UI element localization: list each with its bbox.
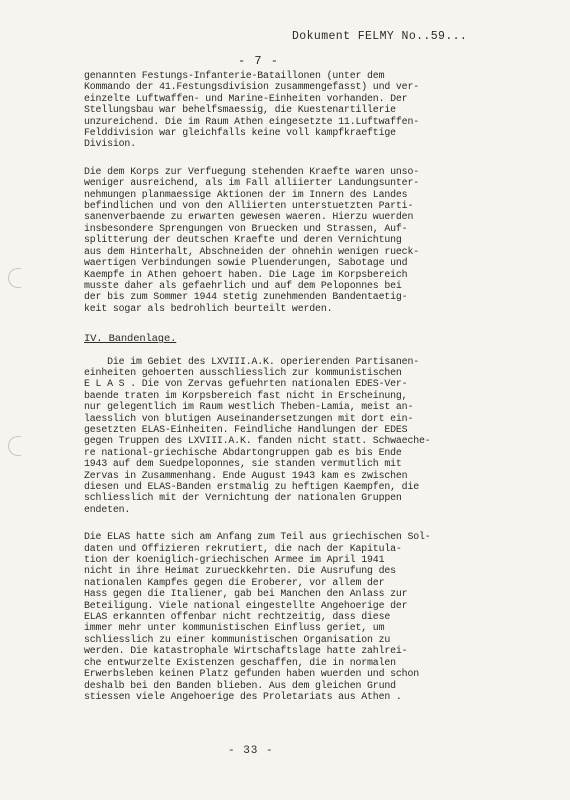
text-line: gegen Truppen des LXVIII.A.K. fanden nicht statt. Schwaeche- <box>84 435 431 447</box>
text-line: immer mehr unter kommunistischen Einfluss geriet, um <box>84 622 385 634</box>
text-line: weniger ausreichend, als im Fall alliierter Landungsunter- <box>84 177 420 189</box>
text-line: nur gelegentlich im Raum westlich Theben-Lamia, meist an- <box>84 401 414 413</box>
text-line: musste daher als gefaehrlich und auf dem Peloponnes bei <box>84 279 402 291</box>
binder-hole-mark <box>8 268 21 288</box>
text-line: Division. <box>84 138 136 150</box>
document-reference: Dokument FELMY No..59... <box>292 30 468 43</box>
text-line: genannten Festungs-Infanterie-Bataillonen (unter dem <box>84 70 385 81</box>
paragraph <box>84 70 498 150</box>
text-line: sanenverbaende zu erwarten gewesen waeren. Hierzu wuerden <box>84 211 414 223</box>
text-line: baende traten im Korpsbereich fast nicht in Erscheinung, <box>84 389 408 401</box>
text-line: Stellungsbau war behelfsmaessig, die Kuestenartillerie <box>84 104 396 116</box>
paragraph <box>84 166 498 314</box>
text-line: unzureichend. Die im Raum Athen eingesetzte 11.Luftwaffen- <box>84 115 420 127</box>
text-line: stiessen viele Angehoerige des Proletariats aus Athen . <box>84 690 402 702</box>
text-line: che entwurzelte Existenzen geschaffen, die in normalen <box>84 656 396 668</box>
text-line: Die dem Korps zur Verfuegung stehenden Kraefte waren unso- <box>84 165 420 177</box>
text-line: ELAS erkannten offenbar nicht rechtzeitig, dass diese <box>84 611 391 623</box>
text-line: Beteiligung. Viele national eingestellte Angehoerige der <box>84 599 408 611</box>
text-line: tion der koeniglich-griechischen Armee im April 1941 <box>84 554 385 566</box>
paragraph <box>84 356 498 516</box>
text-line: einzelte Luftwaffen- und Marine-Einheiten vorhanden. Der <box>84 92 408 104</box>
text-line: nationalen Kampfes gegen die Eroberer, vor allem der <box>84 576 385 588</box>
text-line: Die im Gebiet des LXVIII.A.K. operierenden Partisanen- <box>84 355 420 367</box>
text-line: splitterung der deutschen Kraefte und deren Vernichtung <box>84 234 402 246</box>
text-line: endeten. <box>84 503 131 515</box>
text-line: daten und Offizieren rekrutiert, die nach der Kapitula- <box>84 542 402 554</box>
text-line: gesetzten ELAS-Einheiten. Feindliche Handlungen der EDES <box>84 423 408 435</box>
text-line: einheiten gehoerten ausschliesslich zur kommunistischen <box>84 366 402 378</box>
text-line: waertigen Verbindungen sowie Pluenderungen, Sabotage und <box>84 257 408 269</box>
text-line: werden. Die katastrophale Wirtschaftslage hatte zahlrei- <box>84 645 408 657</box>
text-line: Kaempfe in Athen gehoert haben. Die Lage im Korpsbereich <box>84 268 408 280</box>
text-line: Zervas in Zusammenhang. Ende August 1943 kam es zwischen <box>84 469 408 481</box>
page-number-top: - 7 - <box>238 54 280 68</box>
text-line: Hass gegen die Italiener, gab bei Manchen den Anlass zur <box>84 588 408 600</box>
text-line: Die ELAS hatte sich am Anfang zum Teil aus griechischen Sol- <box>84 531 431 543</box>
text-line: der bis zum Sommer 1944 stetig zunehmenden Bandentaetig- <box>84 291 408 303</box>
text-line: nehmungen planmaessige Aktionen der im Innern des Landes <box>84 188 408 200</box>
text-line: keit sogar als bedrohlich beurteilt werden. <box>84 302 333 314</box>
text-line: schliesslich zu einer kommunistischen Organisation zu <box>84 633 391 645</box>
text-line: Erwerbsleben keinen Platz gefunden haben wuerden und schon <box>84 668 420 680</box>
text-line: befindlichen und von den Alliierten unterstuetzten Parti- <box>84 200 414 212</box>
text-line: aus dem Hinterhalt, Abschneiden der ohnehin wenigen rueck- <box>84 245 420 257</box>
document-body <box>84 70 498 702</box>
text-line: diesen und ELAS-Banden erstmalig zu heftigen Kaempfen, die <box>84 481 420 492</box>
text-line: Felddivision war gleichfalls keine voll kampfkraeftige <box>84 127 396 139</box>
section-heading: IV. Bandenlage. <box>84 333 177 346</box>
text-line: insbesondere Sprengungen von Bruecken und Strassen, Auf- <box>84 222 408 234</box>
text-line: deshalb bei den Banden blieben. Aus dem gleichen Grund <box>84 679 396 691</box>
paragraph <box>84 531 498 702</box>
text-line: laesslich von blutigen Auseinandersetzungen mit dort ein- <box>84 412 414 424</box>
text-line: nicht in ihre Heimat zurueckkehrten. Die Ausrufung des <box>84 565 396 577</box>
text-line: Kommando der 41.Festungsdivision zusammengefasst) und ver- <box>84 81 420 93</box>
text-line: schliesslich mit der Vernichtung der nationalen Gruppen <box>84 492 402 504</box>
text-line: E L A S . Die von Zervas gefuehrten nationalen EDES-Ver- <box>84 378 408 390</box>
binder-hole-mark <box>8 436 21 456</box>
text-line: re national-griechische Abdartongruppen gab es bis Ende <box>84 446 402 458</box>
page-number-bottom: - 33 - <box>228 745 274 757</box>
text-line: 1943 auf dem Suedpeloponnes, sie standen vermutlich mit <box>84 458 402 470</box>
